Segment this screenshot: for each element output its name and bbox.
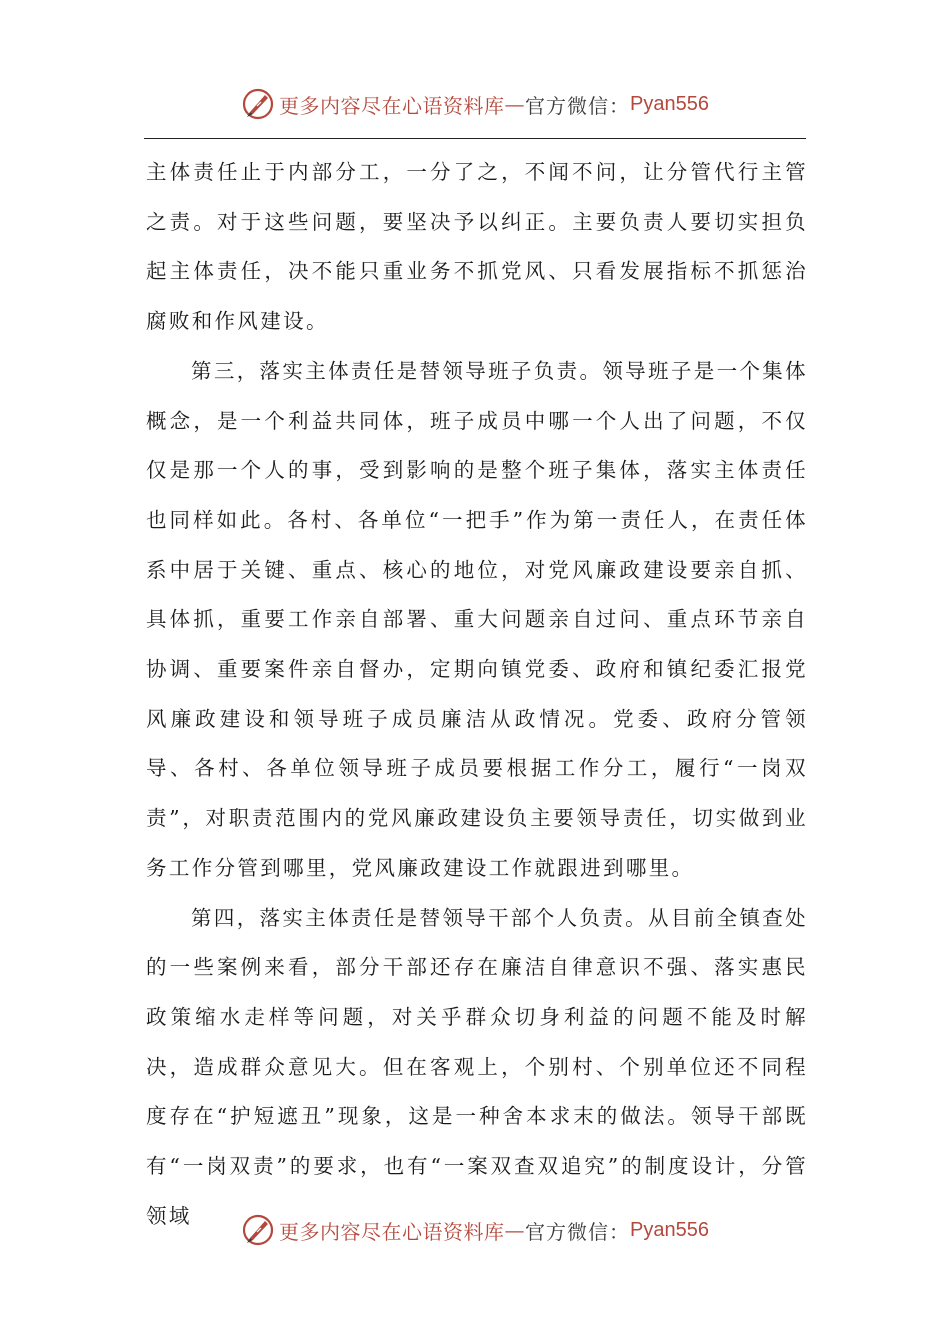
header-wechat-id: Pyan556: [630, 92, 709, 115]
quill-pen-logo-icon: [241, 1213, 275, 1247]
paragraph-continuation: 主体责任止于内部分工，一分了之，不闻不问，让分管代行主管之责。对于这些问题，要坚决予以纠正。主要负责人要切实担负起主体责任，决不能只重业务不抓党风、只看发展指标不抓惩治腐败和作风建设。: [146, 160, 808, 334]
header-divider: [144, 138, 806, 139]
paragraph-third-point: 第三，落实主体责任是替领导班子负责。领导班子是一个集体概念，是一个利益共同体，班子成员中哪一个人出了问题，不仅仅是那一个人的事，受到影响的是整个班子集体，落实主体责任也同样如此。各村、各单位“一把手”作为第一责任人，在责任体系中居于关键、重点、核心的地位，对党风廉政建设要亲自抓、具体抓，重要工作亲自部署、重大问题亲自过问、重点环节亲自协调、重要案件亲自督办，定期向镇党委、政府和镇纪委汇报党风廉政建设和领导班子成员廉洁从政情况。党委、政府分管领导、各村、各单位领导班子成员要根据工作分工，履行“一岗双责”，对职责范围内的党风廉政建设负主要领导责任，切实做到业务工作分管到哪里，党风廉政建设工作就跟进到哪里。: [146, 358, 808, 880]
document-body: [146, 148, 808, 1241]
paragraph-fourth-point: 第四，落实主体责任是替领导干部个人负责。从目前全镇查处的一些案例来看，部分干部还存在廉洁自律意识不强、落实惠民政策缩水走样等问题，对关乎群众切身利益的问题不能及时解决，造成群众意见大。但在客观上，个别村、个别单位还不同程度存在“护短遮丑”现象，这是一种舍本求末的做法。领导干部既有“一岗双责”的要求，也有“一案双查双追究”的制度设计，分管领域: [146, 905, 808, 1228]
footer-wechat-label: 官方微信：: [525, 1219, 631, 1244]
quill-pen-logo-icon: [241, 87, 275, 121]
header-dash: —: [504, 92, 526, 116]
header-wechat-label: 官方微信：: [525, 93, 631, 118]
footer-wechat-id: Pyan556: [630, 1218, 709, 1241]
header-site-name: 更多内容尽在心语资料库: [279, 93, 505, 118]
page-footer-banner: [0, 1210, 950, 1250]
footer-dash: —: [504, 1218, 526, 1242]
footer-site-name: 更多内容尽在心语资料库: [279, 1219, 505, 1244]
page-header-banner: [0, 84, 950, 124]
